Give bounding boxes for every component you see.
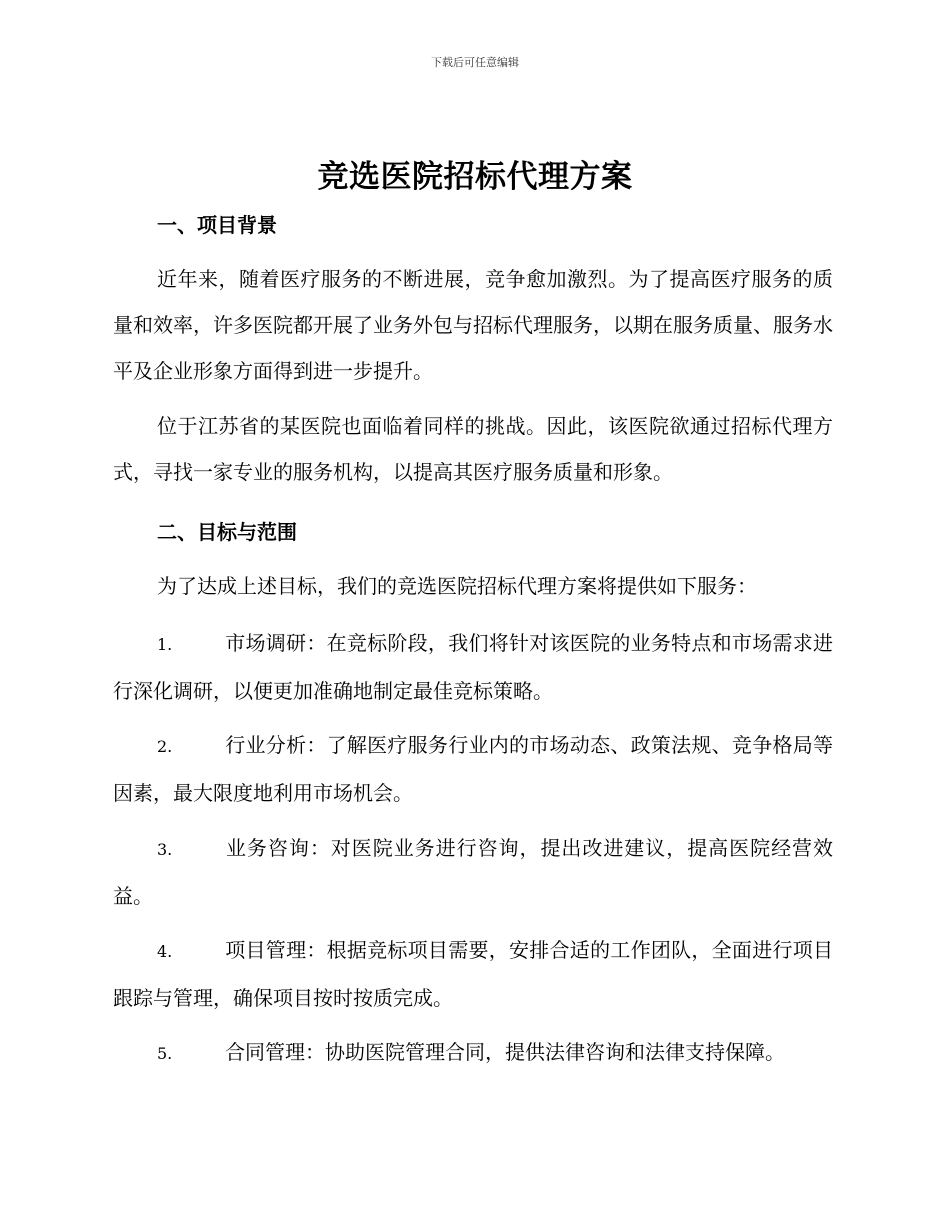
list-item-text: 合同管理：协助医院管理合同，提供法律咨询和法律支持保障。 xyxy=(225,1040,785,1064)
list-item xyxy=(113,620,833,714)
paragraph-background-2: 位于江苏省的某医院也面临着同样的挑战。因此，该医院欲通过招标代理方式，寻找一家专业的服务机构，以提高其医疗服务质量和形象。 xyxy=(113,414,833,484)
list-item-number: 4. xyxy=(157,942,173,961)
paragraph-goals-intro: 为了达成上述目标，我们的竞选医院招标代理方案将提供如下服务： xyxy=(157,574,757,598)
list-item xyxy=(113,1029,833,1077)
list-item-number: 2. xyxy=(157,737,173,756)
list-item-text: 业务咨询：对医院业务进行咨询，提出改进建议，提高医院经营效益。 xyxy=(113,836,833,908)
list-item xyxy=(113,927,833,1021)
page-header-note: 下载后可任意编辑 xyxy=(431,56,519,69)
list-item xyxy=(113,825,833,919)
paragraph-background-1: 近年来，随着医疗服务的不断进展，竞争愈加激烈。为了提高医疗服务的质量和效率，许多医院都开展了业务外包与招标代理服务，以期在服务质量、服务水平及企业形象方面得到进一步提升。 xyxy=(113,267,833,383)
document-title: 竞选医院招标代理方案 xyxy=(317,159,633,195)
list-item-number: 1. xyxy=(157,635,173,654)
section-heading-background: 一、项目背景 xyxy=(157,213,277,237)
section-heading-goals: 二、目标与范围 xyxy=(157,520,297,544)
list-item-text: 市场调研：在竞标阶段，我们将针对该医院的业务特点和市场需求进行深化调研，以便更加准确地制定最佳竞标策略。 xyxy=(113,631,833,703)
list-item-number: 3. xyxy=(157,840,173,859)
list-item-text: 项目管理：根据竞标项目需要，安排合适的工作团队，全面进行项目跟踪与管理，确保项目按时按质完成。 xyxy=(113,938,833,1010)
list-item-text: 行业分析：了解医疗服务行业内的市场动态、政策法规、竞争格局等因素，最大限度地利用市场机会。 xyxy=(113,733,833,805)
list-item xyxy=(113,722,833,816)
list-item-number: 5. xyxy=(157,1044,173,1063)
